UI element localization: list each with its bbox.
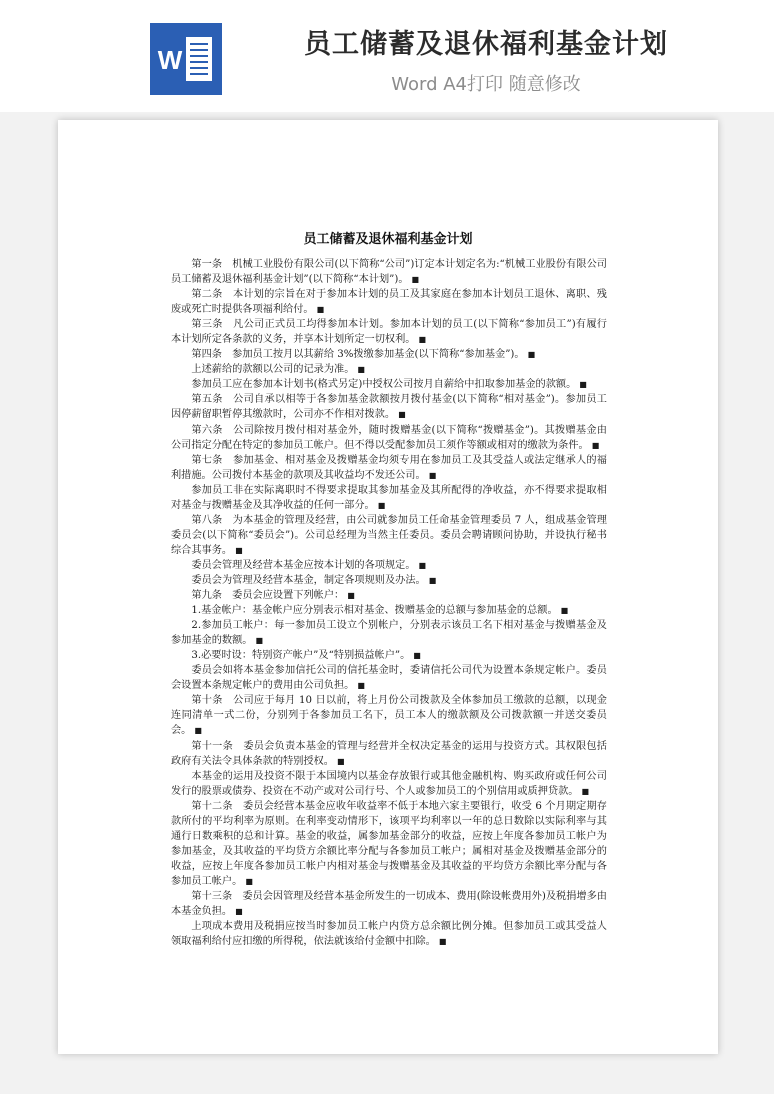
end-mark-icon: ■ — [377, 500, 386, 510]
paragraph — [171, 558, 607, 573]
paragraph — [171, 648, 607, 663]
paragraph-text: 第一条 机械工业股份有限公司(以下简称“公司”)订定本计划定名为:“机械工业股份有限公司员工储蓄及退休福利基金计划”(以下简称“本计划”)。 — [171, 259, 607, 286]
end-mark-icon: ■ — [347, 591, 355, 601]
paragraph-text: 2.参加员工帐户：每一参加员工设立个别帐户，分别表示该员工名下相对基金与拨赠基金及参加基金的数额。 — [171, 620, 607, 647]
paragraph-text: 委员会如将本基金参加信托公司的信托基金时，委请信托公司代为设置本条规定帐户。委员会设置本条规定帐户的费用由公司负担。 — [171, 665, 607, 692]
paragraph-text: 第二条 本计划的宗旨在对于参加本计划的员工及其家庭在参加本计划员工退休、离职、残废或死亡时提供各项福利给付。 — [171, 289, 607, 316]
paragraph-text: 第八条 为本基金的管理及经营，由公司就参加员工任命基金管理委员 7 人，组成基金管理委员会(以下简称“委员会”)。公司总经理为当然主任委员。委员会聘请顾问协助，并设执行秘书综合其事务。 — [171, 514, 607, 556]
paragraph-text: 3.必要时设：特别资产帐户”及“特别损益帐户”。 — [191, 650, 411, 662]
end-mark-icon: ■ — [245, 876, 253, 886]
end-mark-icon: ■ — [418, 335, 427, 345]
paragraph — [171, 257, 607, 287]
paragraph — [171, 287, 607, 317]
paragraph-text: 1.基金帐户：基金帐户应分别表示相对基金、拨赠基金的总额与参加基金的总额。 — [191, 605, 558, 617]
paragraph-text: 第四条 参加员工按月以其薪给 3%拨缴参加基金(以下简称“参加基金”)。 — [191, 349, 525, 361]
end-mark-icon: ■ — [255, 636, 264, 646]
end-mark-icon: ■ — [591, 440, 600, 450]
banner-subtitle: Word A4打印 随意修改 — [391, 74, 581, 95]
paragraph — [171, 919, 607, 949]
paragraph — [171, 377, 607, 392]
paragraph-text: 上项成本费用及税捐应按当时参加员工帐户内贷方总余额比例分摊。但参加员工或其受益人领取福利给付应扣缴的所得税，依法就该给付金额中扣除。 — [171, 921, 607, 948]
paragraph — [171, 769, 607, 799]
paragraph — [171, 573, 607, 588]
end-mark-icon: ■ — [418, 560, 427, 570]
paragraph — [171, 739, 607, 769]
banner-title: 员工储蓄及退休福利基金计划 — [304, 29, 668, 60]
end-mark-icon: ■ — [428, 470, 437, 480]
paragraph-text: 第九条 委员会应设置下列帐户： — [191, 590, 345, 602]
end-mark-icon: ■ — [438, 937, 447, 947]
header-banner — [0, 0, 774, 112]
end-mark-icon: ■ — [235, 545, 243, 555]
paragraph-text: 第十条 公司应于每月 10 日以前，将上月份公司拨款及全体参加员工缴款的总额，以现金连同清单一式二份，分别列于各参加员工名下，员工本人的缴款额及公司拨款额一并送交委员会。 — [171, 695, 607, 737]
paragraph — [171, 347, 607, 362]
paragraph-text: 本基金的运用及投资不限于本国境内以基金存放银行或其他金融机构、购买政府或任何公司发行的股票或债券、投资在不动产或对公司行号、个人或参加员工的个别信用或质押贷款。 — [171, 770, 607, 797]
document-body — [171, 257, 607, 949]
end-mark-icon: ■ — [316, 305, 325, 315]
paragraph — [171, 513, 607, 558]
end-mark-icon: ■ — [527, 350, 536, 360]
end-mark-icon: ■ — [560, 606, 569, 616]
end-mark-icon: ■ — [579, 380, 587, 390]
paragraph — [171, 693, 607, 738]
paragraph — [171, 588, 607, 603]
paragraph-text: 第七条 参加基金、相对基金及拨赠基金均须专用在参加员工及其受益人或法定继承人的福利措施。公司拨付本基金的款项及其收益均不发还公司。 — [171, 454, 607, 481]
word-icon-letter: W — [157, 45, 183, 75]
paragraph-text: 第三条 凡公司正式员工均得参加本计划。参加本计划的员工(以下简称“参加员工”)有履行本计划所定各条款的义务，并享本计划所定一切权利。 — [171, 319, 607, 346]
paragraph — [171, 799, 607, 889]
end-mark-icon: ■ — [581, 786, 590, 796]
paragraph-text: 委员会管理及经营本基金应按本计划的各项规定。 — [191, 559, 416, 571]
paragraph — [171, 392, 607, 422]
paragraph-text: 第五条 公司自承以相等于各参加基金款额按月拨付基金(以下简称“相对基金”)。参加员工因停薪留职暂停其缴款时，公司亦不作相对拨款。 — [171, 394, 607, 421]
paragraph — [171, 889, 607, 919]
paragraph — [171, 603, 607, 618]
paragraph-text: 委员会为管理及经营本基金，制定各项规则及办法。 — [191, 574, 426, 586]
paragraph-text: 参加员工非在实际离职时不得要求提取其参加基金及其所配得的净收益，亦不得要求提取相对基金与拨赠基金及其净收益的任何一部分。 — [171, 484, 607, 511]
paragraph — [171, 663, 607, 693]
end-mark-icon: ■ — [428, 575, 437, 585]
paragraph — [171, 423, 607, 453]
paragraph-text: 参加员工应在参加本计划书(格式另定)中授权公司按月自薪给中扣取参加基金的款额。 — [191, 379, 577, 391]
paragraph — [171, 453, 607, 483]
paragraph — [171, 483, 607, 513]
paragraph-text: 第十三条 委员会因管理及经营本基金所发生的一切成本、费用(除设帐费用外)及税捐增多由本基金负担。 — [171, 890, 607, 918]
paragraph-text: 第六条 公司除按月拨付相对基金外，随时拨赠基金(以下简称“拨赠基金”)。其拨赠基金由公司指定分配在特定的参加员工帐户。但不得以受配参加员工须作等额或相对的缴款为条件。 — [171, 424, 607, 451]
document-title: 员工储蓄及退休福利基金计划 — [303, 232, 473, 247]
end-mark-icon: ■ — [411, 275, 420, 285]
end-mark-icon: ■ — [357, 681, 365, 691]
document-page — [58, 120, 718, 1054]
paragraph-text: 上述薪给的款额以公司的记录为准。 — [191, 364, 355, 376]
end-mark-icon: ■ — [337, 756, 345, 766]
paragraph-text: 第十一条 委员会负责本基金的管理与经营并全权决定基金的运用与投资方式。其权限包括政府有关法令具体条款的特别授权。 — [171, 740, 607, 767]
end-mark-icon: ■ — [194, 726, 202, 736]
end-mark-icon: ■ — [357, 365, 365, 375]
paragraph — [171, 317, 607, 347]
word-icon — [150, 23, 222, 95]
end-mark-icon: ■ — [235, 907, 243, 917]
paragraph-text: 第十二条 委员会经营本基金应收年收益率不低于本地六家主要银行，收受 6 个月期定期存款所付的平均利率为原则。在利率变动情形下，该项平均利率以一年的总日数除以实际利率与其通行日数乘积的总和计算。基金的收益，属参加基金部分的收益，应按上年度各参加员工帐户为参加基金，及其收益的平均贷方余额比率分配与各参加员工帐户；属相对基金及拨赠基金部分的收益，应按上年度各参加员工帐户内相对基金与拨赠基金及其收益的平均贷方余额比率分配与各参加员工帐户。 — [171, 800, 607, 887]
paragraph — [171, 362, 607, 377]
end-mark-icon: ■ — [413, 651, 421, 661]
paragraph — [171, 618, 607, 648]
end-mark-icon: ■ — [398, 410, 406, 420]
